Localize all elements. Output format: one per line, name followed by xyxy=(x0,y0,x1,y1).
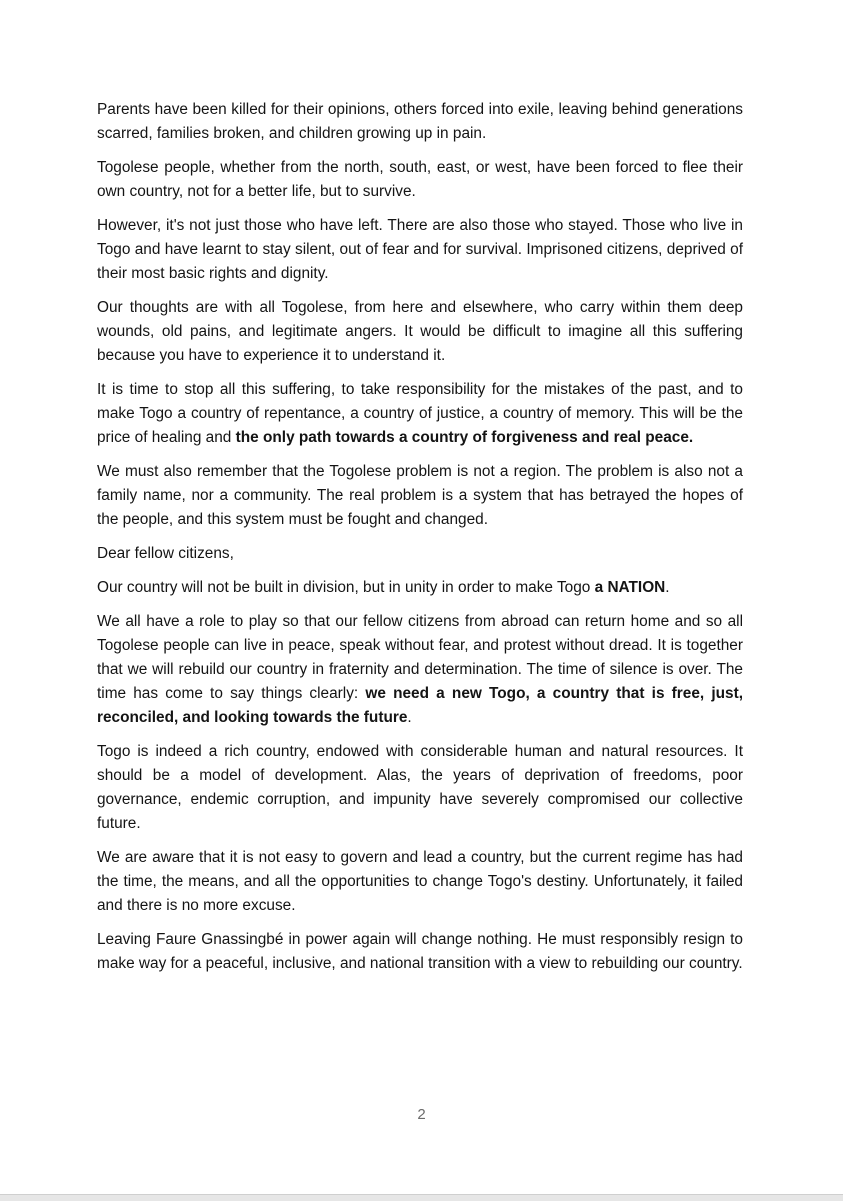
paragraph-text: It is time to stop all this suffering, to take responsibility for the mistakes of the past, and to make Togo a country of repentance, a country of justice, a country of memory. This will be the price of healing and xyxy=(97,381,743,446)
page-number: 2 xyxy=(417,1106,426,1123)
paragraph-salutation: Dear fellow citizens, xyxy=(97,545,234,562)
paragraph-our-thoughts: Our thoughts are with all Togolese, from here and elsewhere, who carry within them deep wounds, old pains, and legitimate angers. It would be difficult to imagine all this suffering because you have to experience it to understand it. xyxy=(97,299,743,364)
paragraph-text: Our country will not be built in division, but in unity in order to make Togo xyxy=(97,579,595,596)
paragraph-unity xyxy=(97,576,743,600)
paragraph-forced-to-flee: Togolese people, whether from the north, south, east, or west, have been forced to flee their own country, not for a better life, but to survive. xyxy=(97,159,743,200)
paragraph-text: We all have a role to play so that our fellow citizens from abroad can return home and so all Togolese people can live in peace, speak without fear, and protest without dread. It is together that we will rebuild our country in fraternity and determination. The time of silence is over. The time has come to say things clearly: xyxy=(97,613,743,702)
paragraph-role-to-play xyxy=(97,610,743,730)
paragraph-those-who-stayed: However, it's not just those who have left. There are also those who stayed. Those who live in Togo and have learnt to stay silent, out of fear and for survival. Imprisoned citizens, deprived of their most basic rights and dignity. xyxy=(97,217,743,282)
paragraph-rich-country: Togo is indeed a rich country, endowed with considerable human and natural resources. It should be a model of development. Alas, the years of deprivation of freedoms, poor governance, endemic corruption, and impunity have severely compromised our collective future. xyxy=(97,743,743,832)
document-body xyxy=(97,98,743,986)
paragraph-exile: Parents have been killed for their opinions, others forced into exile, leaving behind generations scarred, families broken, and children growing up in pain. xyxy=(97,101,743,142)
paragraph-text-end: . xyxy=(665,579,670,596)
paragraph-system-problem: We must also remember that the Togolese problem is not a region. The problem is also not a family name, nor a community. The real problem is a system that has betrayed the hopes of the people, and this system must be fought and changed. xyxy=(97,463,743,528)
bold-emphasis: a NATION xyxy=(594,579,666,596)
paragraph-text-end: . xyxy=(407,709,412,726)
bold-emphasis: we need a new Togo, a country that is free, just, reconciled, and looking towards the future xyxy=(97,685,744,726)
bold-emphasis: the only path towards a country of forgiveness and real peace. xyxy=(235,429,694,446)
paragraph-stop-suffering xyxy=(97,378,743,450)
paragraph-resign: Leaving Faure Gnassingbé in power again will change nothing. He must responsibly resign to make way for a peaceful, inclusive, and national transition with a view to rebuilding our country. xyxy=(97,931,743,972)
paragraph-current-regime: We are aware that it is not easy to govern and lead a country, but the current regime has had the time, the means, and all the opportunities to change Togo's destiny. Unfortunately, it failed and there is no more excuse. xyxy=(97,849,743,914)
